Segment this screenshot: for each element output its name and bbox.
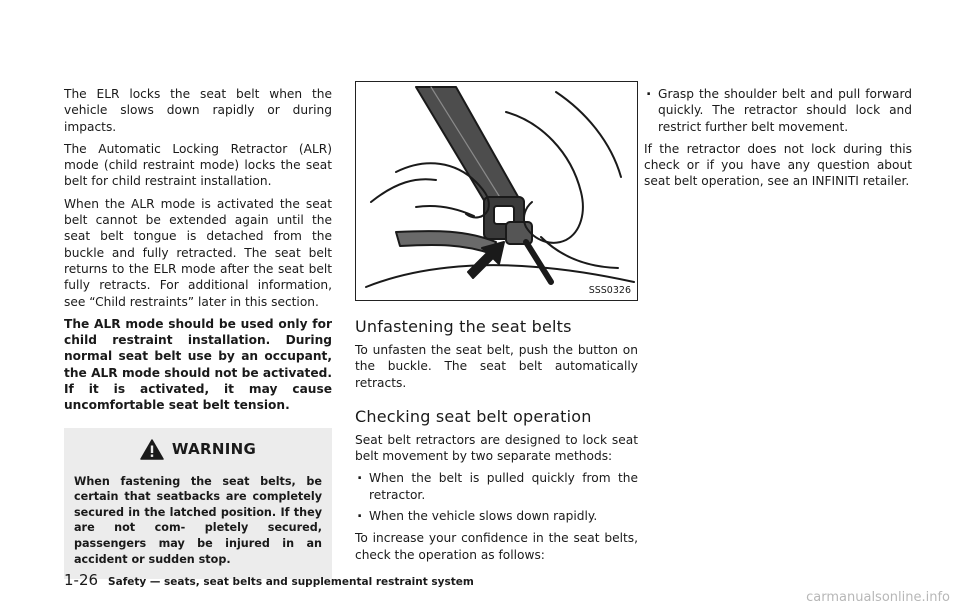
methods-list bbox=[355, 470, 638, 524]
warning-title: WARNING bbox=[171, 440, 257, 459]
figure-code: SSS0326 bbox=[588, 285, 631, 296]
middle-column bbox=[355, 81, 638, 569]
alr-caution-paragraph: The ALR mode should be used only for child restraint installation. During normal seat belt use by an occupant, the ALR mode should not be activated. If it is activated, it may cause uncomfortable seat belt tension. bbox=[64, 316, 332, 413]
warning-heading bbox=[74, 439, 322, 460]
seat-belt-illustration bbox=[355, 81, 638, 301]
alr-paragraph: The Automatic Locking Retractor (ALR) mode (child restraint mode) locks the seat belt for child restraint installation. bbox=[64, 141, 332, 189]
confidence-paragraph: To increase your confidence in the seat belts, check the operation as follows: bbox=[355, 531, 638, 562]
checking-heading: Checking seat belt operation bbox=[355, 406, 592, 426]
elr-paragraph: The ELR locks the seat belt when the vehicle slows down rapidly or during impacts. bbox=[64, 87, 332, 134]
list-item: . When the vehicle slows down rapidly. bbox=[355, 508, 638, 524]
list-item: . When the belt is pulled quickly from the retractor. bbox=[355, 470, 638, 503]
alr-activation-paragraph: When the ALR mode is activated the seat belt cannot be extended again until the seat belt tongue is detached from the buckle and fully retracted. The seat belt returns to the ELR mode after the seat belt fully retracts. For additional information, see “Child restraints” later in this section. bbox=[64, 196, 332, 309]
retailer-paragraph: If the retractor does not lock during this check or if you have any question about seat belt operation, see an INFINITI retailer. bbox=[644, 141, 912, 189]
section-title: Safety — seats, seat belts and supplemental restraint system bbox=[108, 576, 474, 588]
buckle-illustration bbox=[356, 82, 637, 300]
unfastening-heading: Unfastening the seat belts bbox=[355, 317, 572, 336]
check-steps-list bbox=[644, 86, 912, 135]
list-item: . Grasp the shoulder belt and pull forward quickly. The retractor should lock and restrict further belt movement. bbox=[644, 86, 912, 135]
unfastening-paragraph: To unfasten the seat belt, push the button on the buckle. The seat belt automatically retracts. bbox=[355, 343, 638, 390]
watermark: carmanualsonline.info bbox=[806, 590, 950, 605]
left-column bbox=[64, 86, 332, 579]
checking-paragraph: Seat belt retractors are designed to lock seat belt movement by two separate methods: bbox=[355, 432, 638, 464]
warning-triangle-icon bbox=[140, 439, 164, 460]
page-footer bbox=[64, 571, 474, 589]
warning-text: When fastening the seat belts, be certain that seatbacks are completely secured in the latched position. If they are not com- pletely secured, passengers may be injured in an accident or sudden stop. bbox=[74, 474, 322, 566]
right-column bbox=[644, 86, 912, 196]
page-number: 1-26 bbox=[64, 571, 99, 589]
warning-box bbox=[64, 428, 332, 580]
